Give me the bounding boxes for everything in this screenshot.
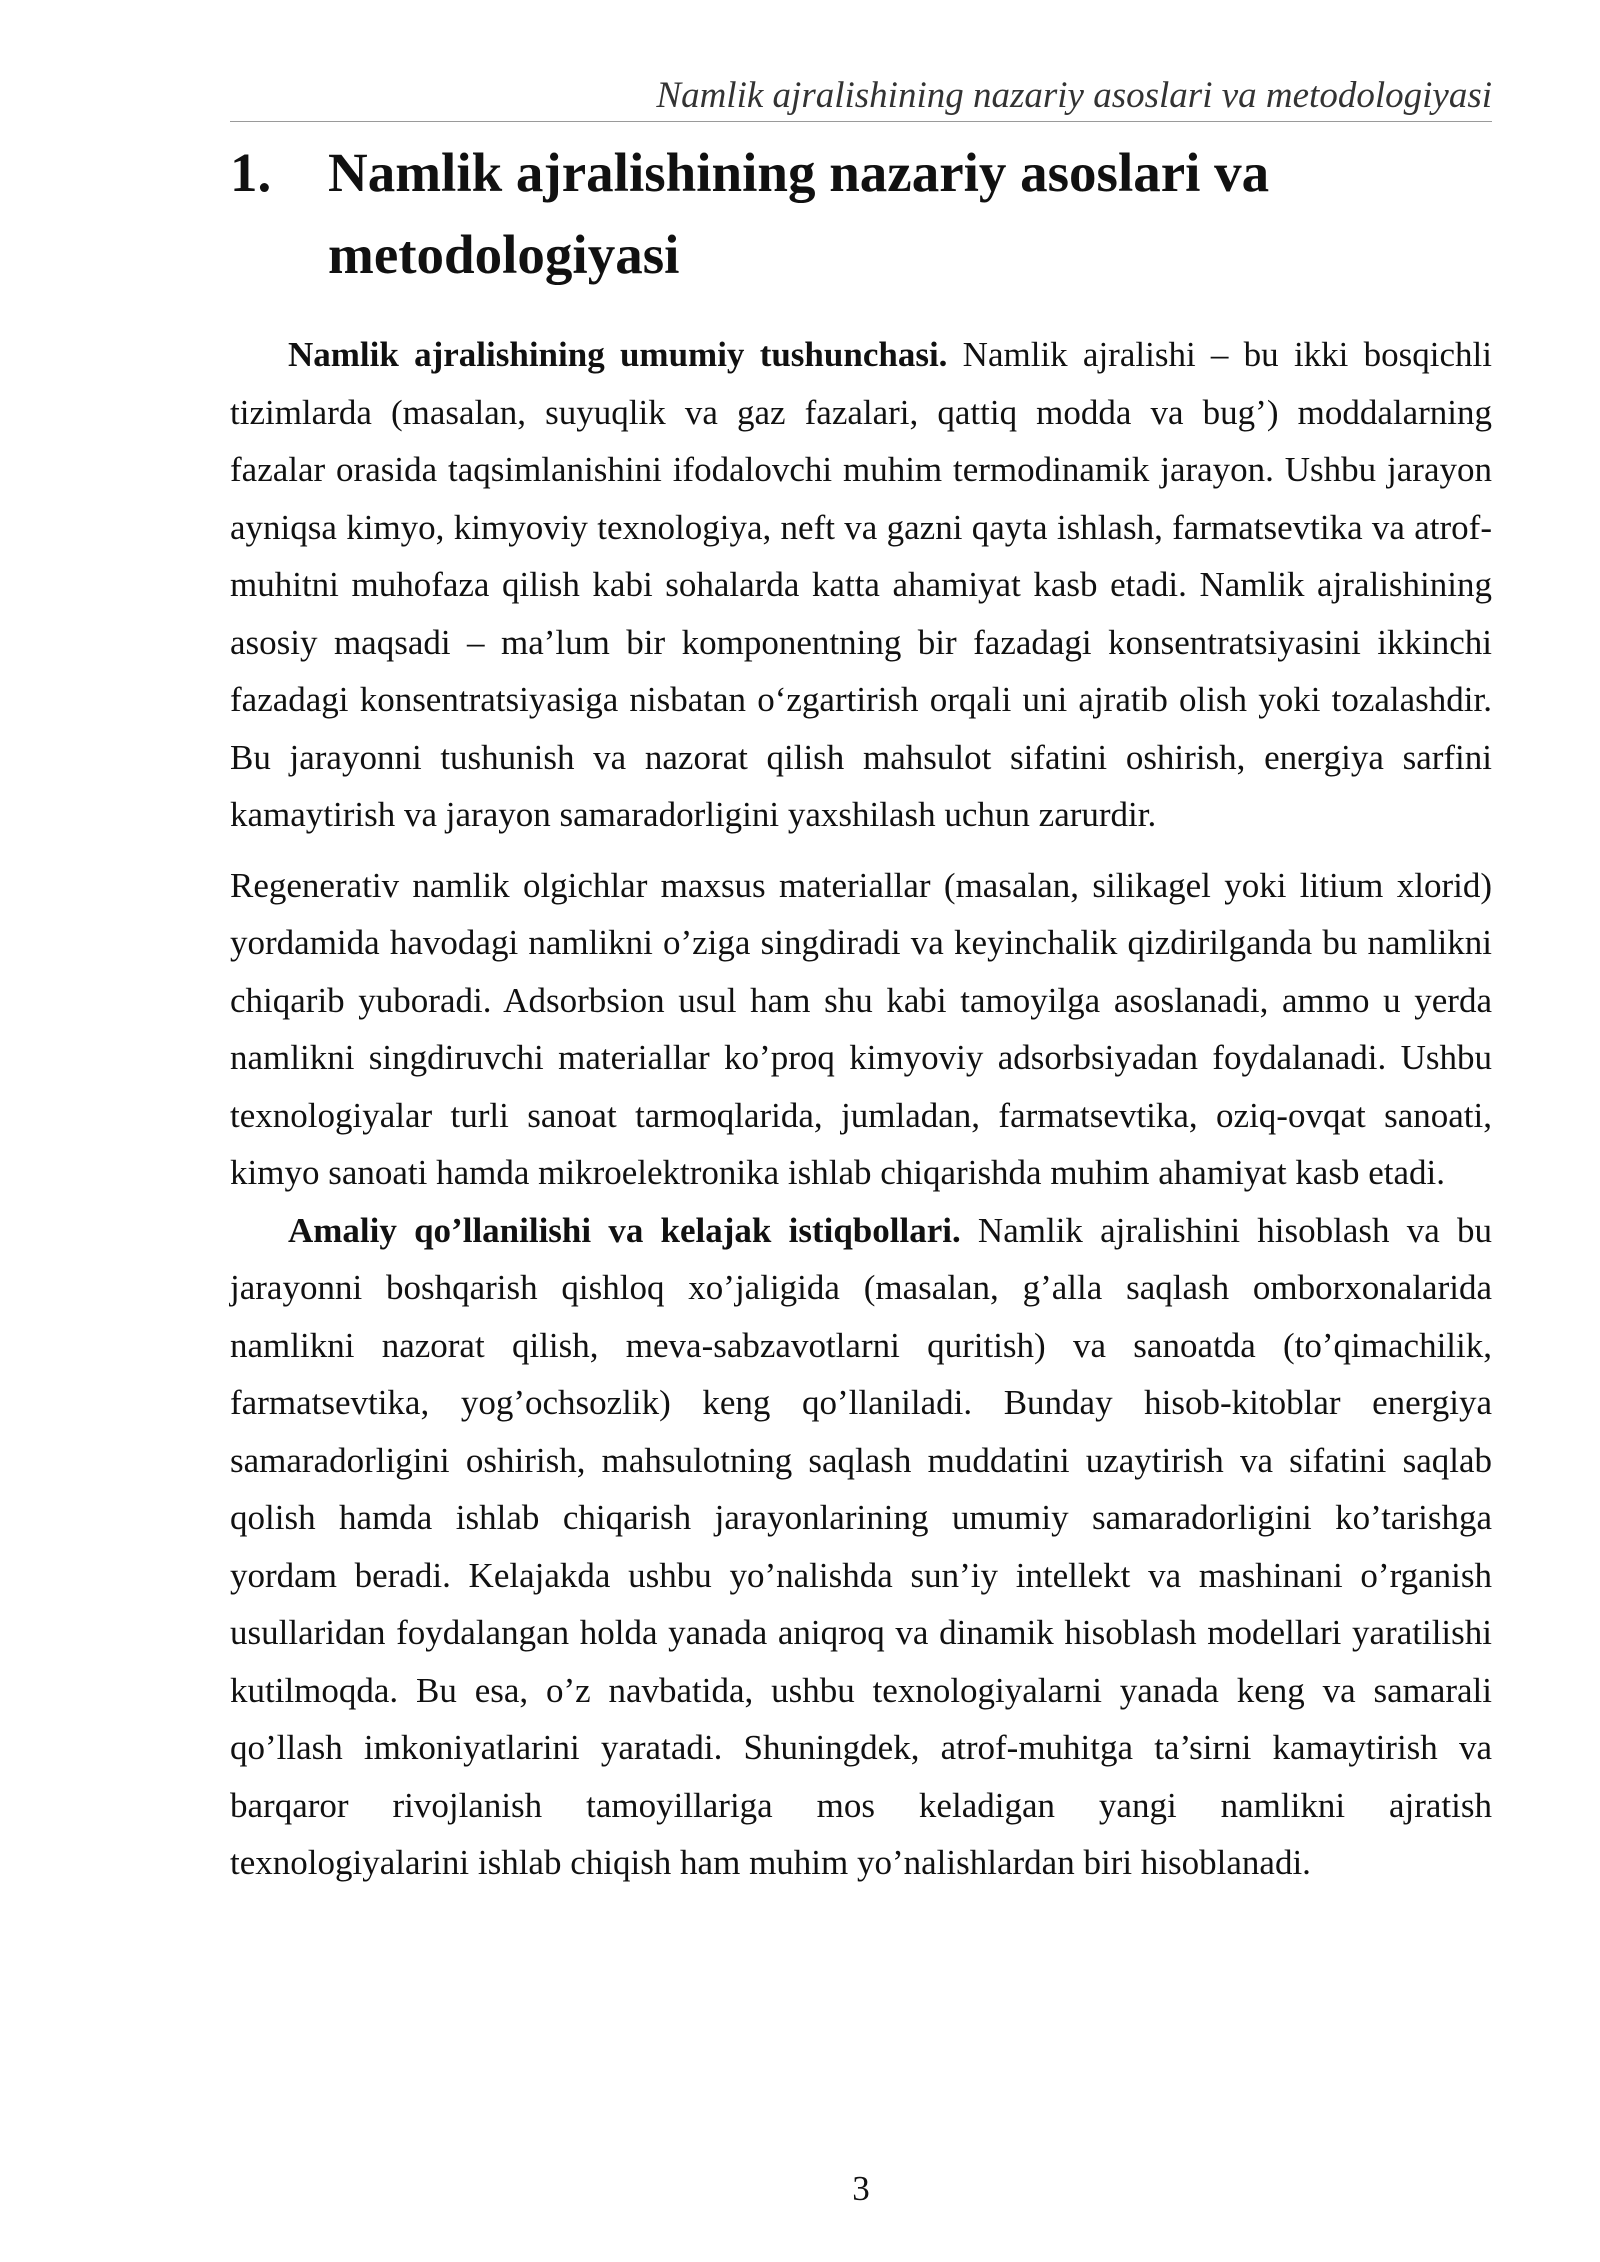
running-header: Namlik ajralishining nazariy asoslari va metodologiyasi xyxy=(656,75,1492,116)
page-number: 3 xyxy=(852,2169,870,2208)
chapter-number: 1. xyxy=(230,142,272,203)
paragraph-text: Namlik ajralishi – bu ikki bosqichli tizimlarda (masalan, suyuqlik va gaz fazalari, qattiq modda va bug’) moddalarning fazalar orasida taqsimlanishini ifodalovchi muhim termodinamik jarayon. Ushbu jarayon ayniqsa kimyo, kimyoviy texnologiya, neft va gazni qayta ishlash, farmatsevtika va atrof-muhitni muhofaza qilish kabi sohalarda katta ahamiyat kasb etadi. Namlik ajralishining asosiy maqsadi – ma’lum bir komponentning bir fazadagi konsentratsiyasini ikkinchi fazadagi konsentratsiyasiga nisbatan o‘zgartirish orqali uni ajratib olish yoki tozalashdir. Bu jarayonni tushunish va nazorat qilish mahsulot sifatini oshirish, energiya sarfini kamaytirish va jarayon samaradorligini yaxshilash uchun zarurdir. xyxy=(230,335,1492,834)
chapter-title: Namlik ajralishining nazariy asoslari va metodologiyasi xyxy=(328,142,1270,285)
paragraph-applications-prospects xyxy=(230,1202,1492,1892)
paragraph-general-concept xyxy=(230,326,1492,844)
paragraph-regenerative-dehumidifiers: Regenerativ namlik olgichlar maxsus materiallar (masalan, silikagel yoki litium xlorid) yordamida havodagi namlikni o’ziga singdiradi va keyinchalik qizdirilganda bu namlikni chiqarib yuboradi. Adsorbsion usul ham shu kabi tamoyilga asoslanadi, ammo u yerda namlikni singdiruvchi materiallar ko’proq kimyoviy adsorbsiyadan foydalanadi. Ushbu texnologiyalar turli sanoat tarmoqlarida, jumladan, farmatsevtika, oziq-ovqat sanoati, kimyo sanoati hamda mikroelektronika ishlab chiqarishda muhim ahamiyat kasb etadi. xyxy=(230,865,1492,1192)
paragraph-text: Namlik ajralishini hisoblash va bu jarayonni boshqarish qishloq xo’jaligida (masalan, g’alla saqlash omborxonalarida namlikni nazorat qilish, meva-sabzavotlarni quritish) va sanoatda (to’qimachilik, farmatsevtika, yog’ochsozlik) keng qo’llaniladi. Bunday hisob-kitoblar energiya samaradorligini oshirish, mahsulotning saqlash muddatini uzaytirish va sifatini saqlab qolish hamda ishlab chiqarish jarayonlarining umumiy samaradorligini ko’tarishga yordam beradi. Kelajakda ushbu yo’nalishda sun’iy intellekt va mashinani o’rganish usullaridan foydalangan holda yanada aniqroq va dinamik hisoblash modellari yaratilishi kutilmoqda. Bu esa, o’z navbatida, ushbu texnologiyalarni yanada keng va samarali qo’llash imkoniyatlarini yaratadi. Shuningdek, atrof-muhitga ta’sirni kamaytirish va barqaror rivojlanish tamoyillariga mos keladigan yangi namlikni ajratish texnologiyalarini ishlab chiqish ham muhim yo’nalishlardan biri hisoblanadi. xyxy=(230,1210,1492,1882)
header-divider xyxy=(230,121,1492,122)
chapter-heading xyxy=(230,132,1492,296)
paragraph-run-in-heading: Namlik ajralishining umumiy tushunchasi. xyxy=(288,335,948,374)
body-text xyxy=(230,326,1492,1892)
paragraph-run-in-heading: Amaliy qo’llanilishi va kelajak istiqbollari. xyxy=(288,1210,961,1250)
